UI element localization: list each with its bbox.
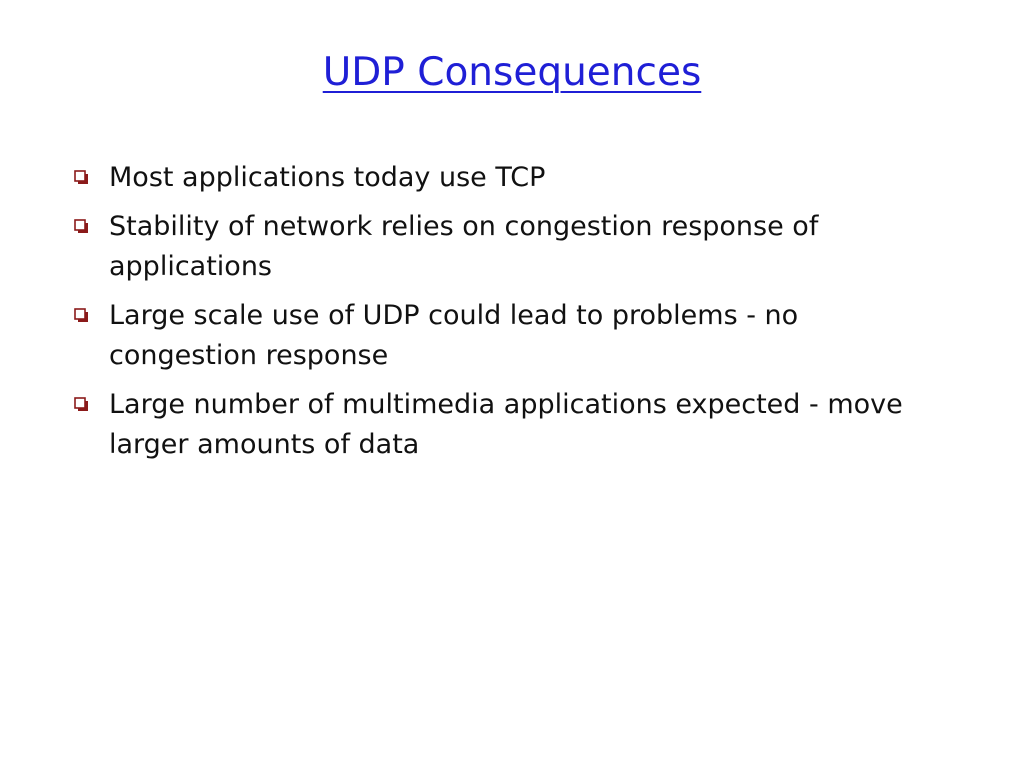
- bullet-text: Stability of network relies on congestion response of applications: [109, 211, 819, 282]
- bullet-item: [72, 385, 932, 465]
- bullet-item: [72, 158, 932, 198]
- slide-title: UDP Consequences: [322, 50, 702, 95]
- bullet-item: [72, 296, 932, 376]
- bullet-list: [72, 158, 932, 474]
- bullet-item: [72, 207, 932, 287]
- checkbox-bullet-icon: [74, 308, 89, 323]
- bullet-text: Large scale use of UDP could lead to problems - no congestion response: [109, 300, 799, 371]
- checkbox-bullet-icon: [74, 219, 89, 234]
- bullet-text: Large number of multimedia applications expected - move larger amounts of data: [109, 389, 903, 460]
- checkbox-bullet-icon: [74, 397, 89, 412]
- bullet-text: Most applications today use TCP: [109, 162, 546, 193]
- checkbox-bullet-icon: [74, 170, 89, 185]
